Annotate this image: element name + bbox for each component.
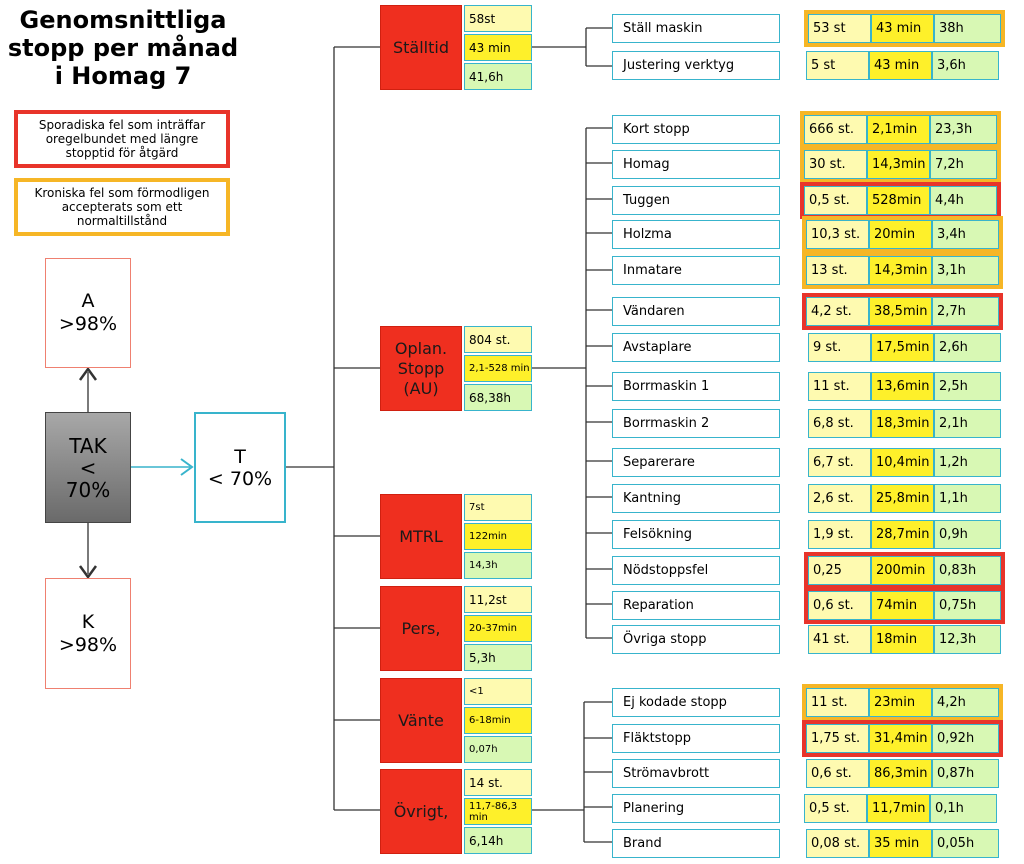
cause-label: Avstaplare [612, 333, 780, 362]
cause-total: 2,7h [932, 297, 999, 326]
cause-count: 0,6 st. [808, 591, 871, 620]
category-time: 43 min [464, 34, 532, 61]
cause-stats-row [806, 688, 999, 717]
cause-count: 11 st. [806, 688, 869, 717]
cause-time: 23min [869, 688, 932, 717]
cause-label: Reparation [612, 591, 780, 620]
cause-label: Separerare [612, 448, 780, 477]
cause-time: 31,4min [869, 724, 932, 753]
category-count: <1 [464, 678, 532, 705]
cause-count: 1,9 st. [808, 520, 871, 549]
cause-total: 1,2h [934, 448, 1001, 477]
cause-total: 0,83h [934, 556, 1001, 585]
cause-time: 43 min [871, 14, 934, 43]
cause-label: Borrmaskin 2 [612, 409, 780, 438]
cause-count: 10,3 st. [806, 220, 869, 249]
cause-label: Övriga stopp [612, 625, 780, 654]
cause-stats-row [806, 724, 999, 753]
cause-label: Holzma [612, 220, 780, 249]
cause-count: 13 st. [806, 256, 869, 285]
cause-total: 3,4h [932, 220, 999, 249]
cause-time: 38,5min [869, 297, 932, 326]
cause-stats-row [806, 220, 999, 249]
cause-stats-row [806, 759, 999, 788]
cause-total: 7,2h [930, 150, 997, 179]
cause-time: 43 min [869, 51, 932, 80]
cause-stats-row [806, 51, 999, 80]
cause-time: 2,1min [867, 115, 930, 144]
cause-total: 1,1h [934, 484, 1001, 513]
cause-time: 528min [867, 186, 930, 215]
kpi-tak: TAK < 70% [45, 412, 131, 523]
cause-total: 2,5h [934, 372, 1001, 401]
cause-total: 0,75h [934, 591, 1001, 620]
cause-count: 0,25 [808, 556, 871, 585]
kpi-quality: K >98% [45, 578, 131, 689]
cause-time: 14,3min [867, 150, 930, 179]
category-count: 11,2st [464, 586, 532, 613]
cause-total: 3,6h [932, 51, 999, 80]
cause-time: 11,7min [867, 794, 930, 823]
legend-sporadic: Sporadiska fel som inträffar oregelbundet med längre stopptid för åtgärd [14, 110, 230, 168]
cause-count: 0,5 st. [804, 186, 867, 215]
cause-label: Borrmaskin 1 [612, 372, 780, 401]
cause-time: 20min [869, 220, 932, 249]
cause-time: 17,5min [871, 333, 934, 362]
cause-count: 6,7 st. [808, 448, 871, 477]
cause-count: 2,6 st. [808, 484, 871, 513]
cause-label: Ställ maskin [612, 14, 780, 43]
cause-stats-row [808, 14, 1001, 43]
cause-time: 18,3min [871, 409, 934, 438]
cause-label: Tuggen [612, 186, 780, 215]
cause-stats-row [808, 556, 1001, 585]
cause-count: 1,75 st. [806, 724, 869, 753]
cause-time: 10,4min [871, 448, 934, 477]
cause-stats-row [806, 256, 999, 285]
cause-label: Planering [612, 794, 780, 823]
cause-stats-row [808, 591, 1001, 620]
cause-total: 0,05h [932, 829, 999, 858]
category-label: Ställtid [380, 5, 462, 90]
cause-stats-row [808, 448, 1001, 477]
cause-time: 86,3min [869, 759, 932, 788]
cause-stats-row [804, 794, 997, 823]
cause-total: 2,6h [934, 333, 1001, 362]
cause-time: 35 min [869, 829, 932, 858]
category-label: Vänte [380, 678, 462, 763]
cause-label: Ej kodade stopp [612, 688, 780, 717]
cause-stats-row [806, 829, 999, 858]
category-total: 6,14h [464, 827, 532, 854]
cause-stats-row [806, 297, 999, 326]
cause-stats-row [804, 150, 997, 179]
cause-label: Kort stopp [612, 115, 780, 144]
cause-total: 38h [934, 14, 1001, 43]
cause-stats-row [804, 115, 997, 144]
category-total: 14,3h [464, 552, 532, 579]
category-time: 6-18min [464, 707, 532, 734]
cause-total: 4,4h [930, 186, 997, 215]
cause-count: 30 st. [804, 150, 867, 179]
category-label: Övrigt, [380, 769, 462, 854]
cause-time: 25,8min [871, 484, 934, 513]
cause-label: Vändaren [612, 297, 780, 326]
cause-label: Felsökning [612, 520, 780, 549]
category-time: 11,7-86,3 min [464, 798, 532, 825]
category-total: 0,07h [464, 736, 532, 763]
cause-label: Kantning [612, 484, 780, 513]
cause-total: 3,1h [932, 256, 999, 285]
cause-label: Justering verktyg [612, 51, 780, 80]
cause-time: 28,7min [871, 520, 934, 549]
category-count: 7st [464, 494, 532, 521]
cause-label: Nödstoppsfel [612, 556, 780, 585]
cause-count: 5 st [806, 51, 869, 80]
category-time: 122min [464, 523, 532, 550]
cause-count: 4,2 st. [806, 297, 869, 326]
category-total: 5,3h [464, 644, 532, 671]
category-time: 2,1-528 min [464, 355, 532, 382]
cause-total: 0,9h [934, 520, 1001, 549]
category-label: Pers, [380, 586, 462, 671]
category-label: MTRL [380, 494, 462, 579]
kpi-availability: A >98% [45, 258, 131, 368]
cause-count: 9 st. [808, 333, 871, 362]
cause-label: Homag [612, 150, 780, 179]
cause-time: 13,6min [871, 372, 934, 401]
cause-total: 0,87h [932, 759, 999, 788]
cause-count: 666 st. [804, 115, 867, 144]
category-count: 804 st. [464, 326, 532, 353]
category-total: 41,6h [464, 63, 532, 90]
cause-time: 74min [871, 591, 934, 620]
cause-label: Inmatare [612, 256, 780, 285]
cause-count: 41 st. [808, 625, 871, 654]
cause-stats-row [808, 625, 1001, 654]
cause-total: 2,1h [934, 409, 1001, 438]
cause-time: 18min [871, 625, 934, 654]
cause-stats-row [804, 186, 997, 215]
cause-total: 0,92h [932, 724, 999, 753]
cause-stats-row [808, 333, 1001, 362]
cause-time: 200min [871, 556, 934, 585]
cause-stats-row [808, 409, 1001, 438]
cause-stats-row [808, 372, 1001, 401]
cause-total: 0,1h [930, 794, 997, 823]
cause-count: 0,5 st. [804, 794, 867, 823]
category-label: Oplan. Stopp (AU) [380, 326, 462, 411]
cause-stats-row [808, 520, 1001, 549]
cause-time: 14,3min [869, 256, 932, 285]
cause-total: 4,2h [932, 688, 999, 717]
category-total: 68,38h [464, 384, 532, 411]
cause-total: 23,3h [930, 115, 997, 144]
page-title: Genomsnittliga stopp per månad i Homag 7 [7, 6, 239, 90]
kpi-performance: T < 70% [194, 412, 286, 523]
cause-label: Strömavbrott [612, 759, 780, 788]
cause-count: 0,08 st. [806, 829, 869, 858]
legend-chronic: Kroniska fel som förmodligen accepterats som ett normaltillstånd [14, 178, 230, 236]
cause-count: 0,6 st. [806, 759, 869, 788]
category-count: 58st [464, 5, 532, 32]
category-count: 14 st. [464, 769, 532, 796]
cause-count: 11 st. [808, 372, 871, 401]
cause-label: Brand [612, 829, 780, 858]
category-time: 20-37min [464, 615, 532, 642]
cause-stats-row [808, 484, 1001, 513]
cause-label: Fläktstopp [612, 724, 780, 753]
cause-count: 53 st [808, 14, 871, 43]
cause-total: 12,3h [934, 625, 1001, 654]
cause-count: 6,8 st. [808, 409, 871, 438]
